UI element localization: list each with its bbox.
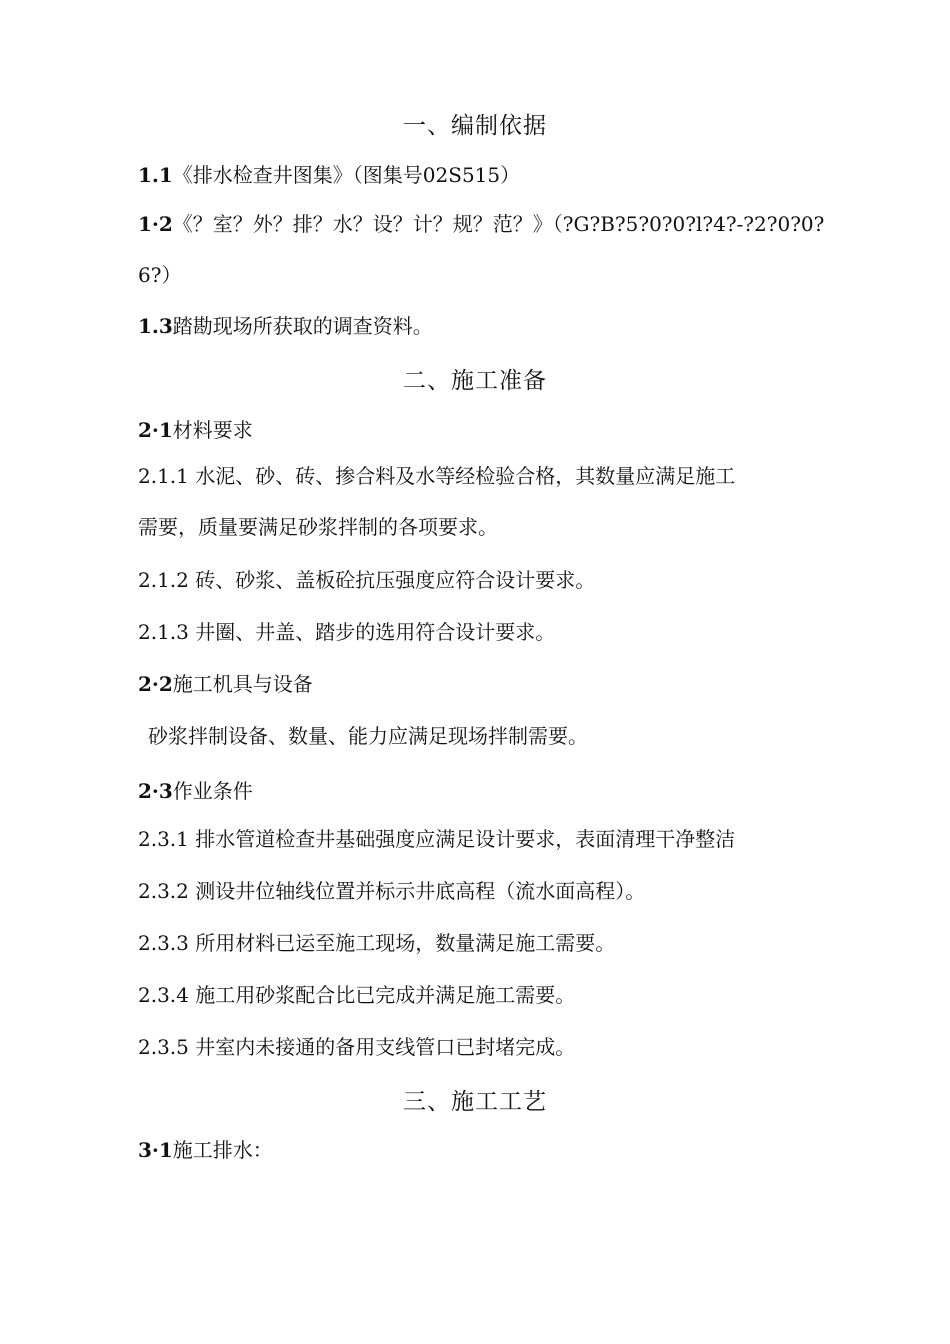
clause-2-3-5: 2.3.5 井室内未接通的备用支线管口已封堵完成。 [138,1035,576,1059]
clause-text: 作业条件 [172,779,253,803]
clause-1-2-continuation: 6?） [138,263,182,287]
clause-2-1-1: 2.1.1 水泥、砂、砖、掺合料及水等经检验合格，其数量应满足施工 [138,464,736,488]
clause-number: 1·2 [138,212,173,236]
clause-2-1 [138,416,818,444]
section-heading-preparation: 二、施工准备 [403,368,547,394]
clause-2-3-1: 2.3.1 排水管道检查井基础强度应满足设计要求，表面清理干净整洁 [138,827,736,851]
clause-text: 施工排水： [172,1138,273,1162]
clause-number: 1.1 [138,163,173,187]
clause-text: 《？室？外？排？水？设？计？规？范？》（?G?B?5?0?0?l?4?-?2?0?0? [172,212,825,236]
clause-2-3-3: 2.3.3 所用材料已运至施工现场，数量满足施工需要。 [138,931,616,955]
clause-2-2 [138,670,818,698]
clause-text: 材料要求 [172,418,253,442]
clause-2-3-2: 2.3.2 测设井位轴线位置并标示井底高程（流水面高程）。 [138,879,646,903]
clause-2-1-1-continuation: 需要，质量要满足砂浆拌制的各项要求。 [138,515,498,539]
clause-2-1-3: 2.1.3 井圈、井盖、踏步的选用符合设计要求。 [138,620,556,644]
clause-text: 踏勘现场所获取的调查资料。 [172,314,433,338]
clause-number: 2·3 [138,779,173,803]
clause-2-3-4: 2.3.4 施工用砂浆配合比已完成并满足施工需要。 [138,983,576,1007]
clause-number: 2·2 [138,672,173,696]
clause-3-1 [138,1136,818,1164]
clause-2-2-body: 砂浆拌制设备、数量、能力应满足现场拌制需要。 [148,724,588,748]
clause-text: 《排水检查井图集》（图集号02S515） [172,163,521,187]
clause-number: 1.3 [138,314,173,338]
clause-1-1 [138,161,818,189]
clause-number: 3·1 [138,1138,173,1162]
clause-text: 施工机具与设备 [172,672,313,696]
clause-number: 2·1 [138,418,173,442]
clause-1-3 [138,312,818,340]
clause-2-3 [138,777,818,805]
section-heading-basis: 一、编制依据 [403,113,547,139]
clause-1-2 [138,210,825,238]
clause-2-1-2: 2.1.2 砖、砂浆、盖板砼抗压强度应符合设计要求。 [138,568,596,592]
section-heading-process: 三、施工工艺 [403,1089,547,1115]
